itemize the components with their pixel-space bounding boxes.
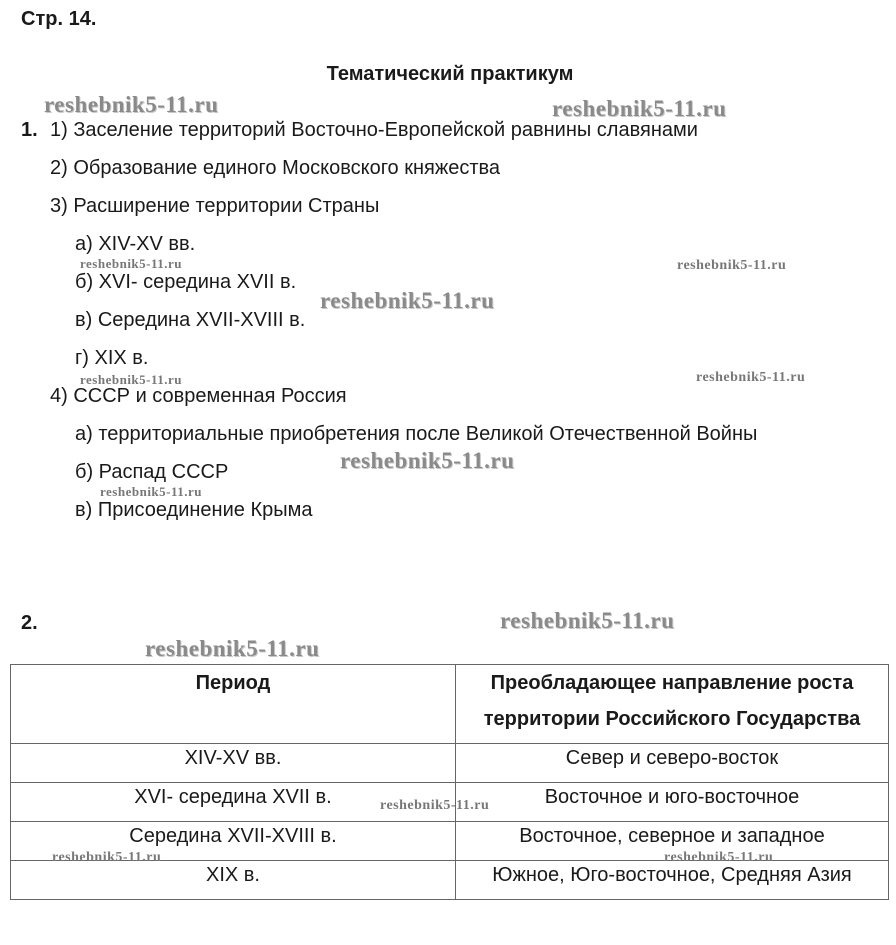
- watermark: reshebnik5-11.ru: [696, 370, 806, 385]
- watermark: reshebnik5-11.ru: [340, 448, 515, 473]
- watermark: reshebnik5-11.ru: [100, 484, 203, 499]
- table-header-period: Период: [11, 665, 456, 744]
- list-item: 4) СССР и современная Россия: [50, 385, 347, 407]
- list-item: а) XIV-XV вв.: [75, 233, 196, 255]
- table-cell-period: XIX в.: [11, 861, 456, 900]
- watermark: reshebnik5-11.ru: [320, 288, 495, 313]
- page-title: Тематический практикум: [326, 63, 574, 85]
- list-item: б) XVI- середина XVII в.: [75, 271, 297, 293]
- list-item: в) Присоединение Крыма: [75, 499, 313, 521]
- table-cell-direction: Восточное, северное и западное: [456, 822, 889, 861]
- question-1-number: 1.: [21, 119, 38, 141]
- table-row: [11, 744, 889, 783]
- question-2-number: 2.: [21, 612, 38, 634]
- watermark: reshebnik5-11.ru: [380, 798, 490, 813]
- list-item: а) территориальные приобретения после Великой Отечественной Войны: [75, 423, 758, 445]
- page-ref: Стр. 14.: [21, 8, 97, 30]
- watermark: reshebnik5-11.ru: [44, 92, 219, 117]
- table-cell-direction: Восточное и юго-восточное: [456, 783, 889, 822]
- table-cell-direction: Север и северо-восток: [456, 744, 889, 783]
- table-cell-period: XVI- середина XVII в.: [11, 783, 456, 822]
- watermark: reshebnik5-11.ru: [677, 258, 787, 273]
- list-item: в) Середина XVII-XVIII в.: [75, 309, 306, 331]
- table-cell-direction: Южное, Юго-восточное, Средняя Азия: [456, 861, 889, 900]
- list-item: 1) Заселение территорий Восточно-Европейской равнины славянами: [50, 119, 698, 141]
- table-header-row: [11, 665, 889, 744]
- table-header-direction: Преобладающее направление роста территории Российского Государства: [456, 665, 889, 744]
- watermark: reshebnik5-11.ru: [52, 850, 162, 865]
- watermark: reshebnik5-11.ru: [664, 850, 774, 865]
- table-row: [11, 861, 889, 900]
- list-item: б) Распад СССР: [75, 461, 229, 483]
- table-cell-period: Середина XVII-XVIII в.: [11, 822, 456, 861]
- watermark: reshebnik5-11.ru: [145, 636, 320, 661]
- list-item: г) XIX в.: [75, 347, 149, 369]
- list-item: 3) Расширение территории Страны: [50, 195, 380, 217]
- watermark: reshebnik5-11.ru: [80, 256, 183, 271]
- watermark: reshebnik5-11.ru: [80, 372, 183, 387]
- list-item: 2) Образование единого Московского княжества: [50, 157, 501, 179]
- table-cell-period: XIV-XV вв.: [11, 744, 456, 783]
- watermark: reshebnik5-11.ru: [552, 96, 727, 121]
- watermark: reshebnik5-11.ru: [500, 608, 675, 633]
